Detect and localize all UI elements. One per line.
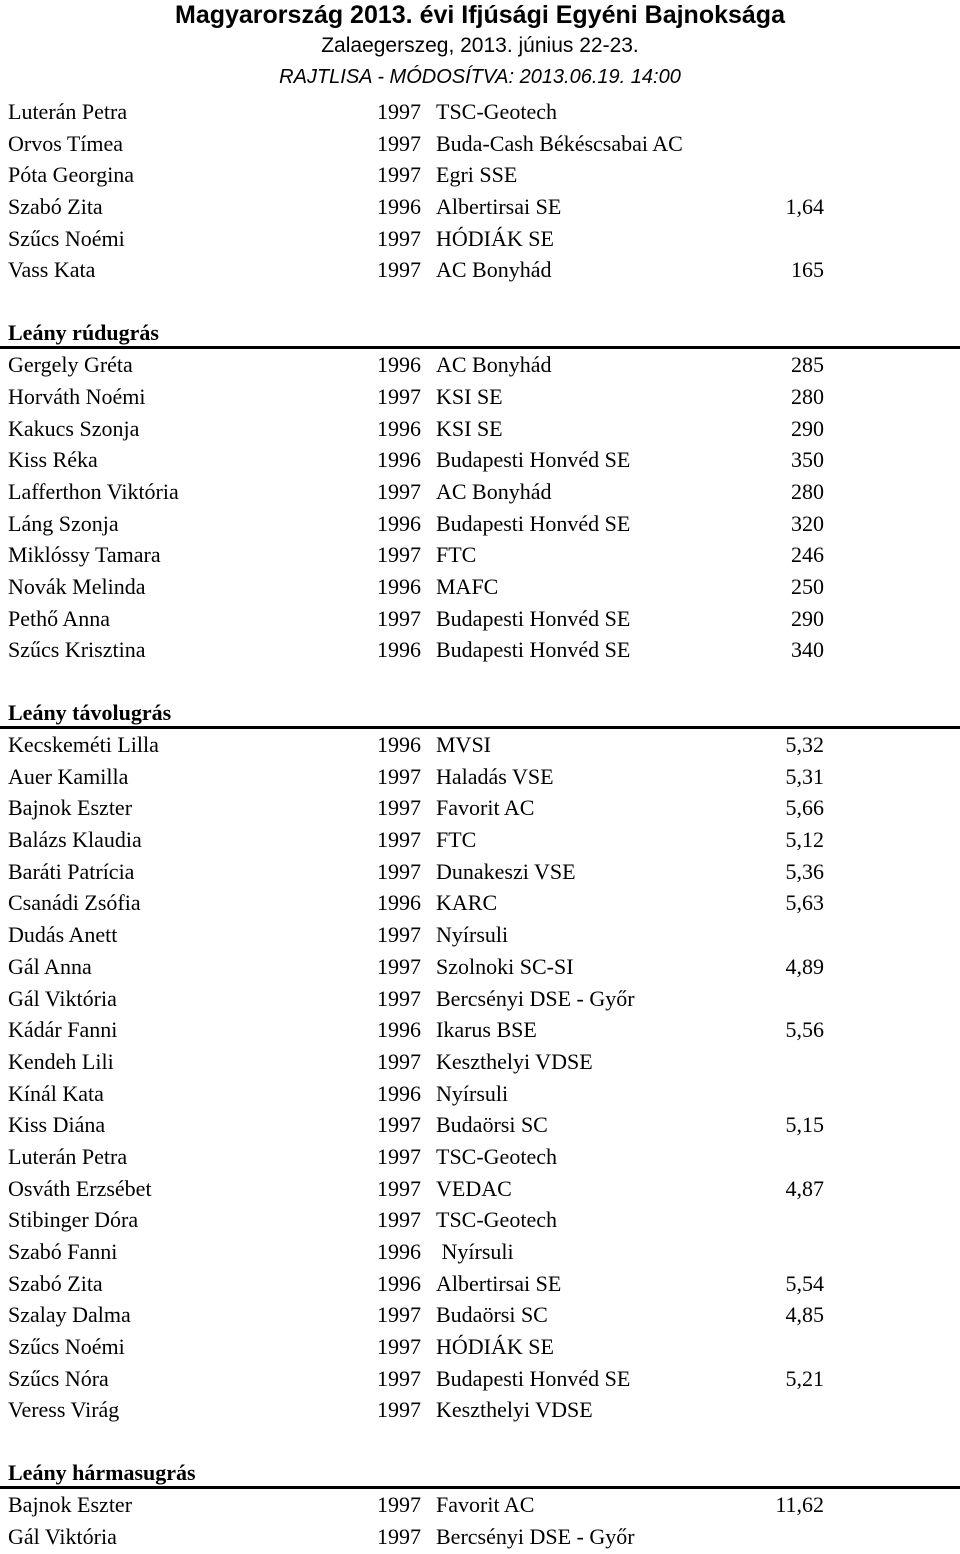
section-title: Leány távolugrás xyxy=(8,700,172,725)
club-name: Nyírsuli xyxy=(436,1239,514,1264)
club-name: VEDAC xyxy=(436,1175,512,1201)
club-name: Budapesti Honvéd SE xyxy=(436,510,631,536)
result-value: 5,15 xyxy=(785,1112,824,1138)
athlete-row xyxy=(0,128,960,160)
athlete-name: Vass Kata xyxy=(8,257,96,283)
result-value: 5,63 xyxy=(785,890,824,916)
club-name: KSI SE xyxy=(436,415,503,441)
athlete-row xyxy=(0,476,960,508)
birth-year: 1997 xyxy=(377,542,421,568)
athlete-row xyxy=(0,191,960,223)
birth-year: 1997 xyxy=(377,1365,421,1391)
athlete-name: Szabó Fanni xyxy=(8,1239,118,1264)
athlete-name: Szalay Dalma xyxy=(8,1302,131,1328)
start-list xyxy=(0,96,960,1553)
birth-year: 1997 xyxy=(377,383,421,409)
birth-year: 1997 xyxy=(377,1048,421,1074)
athlete-row xyxy=(0,254,960,286)
athlete-name: Kiss Réka xyxy=(8,447,98,473)
revision-note: RAJTLISA - MÓDOSÍTVA: 2013.06.19. 14:00 xyxy=(279,66,681,88)
result-value: 290 xyxy=(791,605,824,631)
result-value: 5,12 xyxy=(785,827,824,853)
birth-year: 1996 xyxy=(377,1080,421,1106)
athlete-name: Szabó Zita xyxy=(8,194,103,220)
club-name: Favorit AC xyxy=(436,1492,535,1518)
birth-year: 1997 xyxy=(377,1492,421,1518)
club-name: Budapesti Honvéd SE xyxy=(436,1365,631,1391)
result-value: 5,56 xyxy=(785,1017,824,1043)
result-value: 165 xyxy=(791,257,824,283)
birth-year: 1996 xyxy=(377,415,421,441)
athlete-name: Gergely Gréta xyxy=(8,352,133,378)
athlete-row xyxy=(0,539,960,571)
athlete-name: Kínál Kata xyxy=(8,1080,104,1106)
club-name: Budapesti Honvéd SE xyxy=(436,447,631,473)
club-name: Nyírsuli xyxy=(436,1080,509,1106)
birth-year: 1997 xyxy=(377,1397,421,1423)
birth-year: 1996 xyxy=(377,1270,421,1296)
birth-year: 1996 xyxy=(377,573,421,599)
athlete-name: Dudás Anett xyxy=(8,922,118,948)
athlete-row xyxy=(0,1268,960,1300)
result-value: 285 xyxy=(791,352,824,378)
birth-year: 1997 xyxy=(377,795,421,821)
birth-year: 1996 xyxy=(377,447,421,473)
birth-year: 1997 xyxy=(377,763,421,789)
result-value: 4,85 xyxy=(785,1302,824,1328)
club-name: Bercsényi DSE - Győr xyxy=(436,1523,635,1549)
club-name: KSI SE xyxy=(436,383,503,409)
section-heading xyxy=(0,318,960,349)
athlete-name: Gál Viktória xyxy=(8,1523,117,1549)
athlete-name: Stibinger Dóra xyxy=(8,1207,139,1233)
club-name: Nyírsuli xyxy=(436,922,509,948)
athlete-row xyxy=(0,1489,960,1521)
section-title: Leány hármasugrás xyxy=(8,1460,196,1486)
athlete-name: Szűcs Noémi xyxy=(8,225,125,251)
result-value: 280 xyxy=(791,478,824,504)
athlete-row xyxy=(0,1046,960,1078)
athlete-row xyxy=(0,887,960,919)
club-name: Ikarus BSE xyxy=(436,1017,537,1043)
athlete-name: Osváth Erzsébet xyxy=(8,1175,152,1201)
club-name: AC Bonyhád xyxy=(436,352,552,378)
birth-year: 1996 xyxy=(377,1017,421,1043)
athlete-name: Póta Georgina xyxy=(8,162,135,188)
athlete-name: Gál Viktória xyxy=(8,985,117,1011)
athlete-row xyxy=(0,919,960,951)
athlete-row xyxy=(0,96,960,128)
result-value: 11,62 xyxy=(775,1492,824,1518)
athlete-name: Kiss Diána xyxy=(8,1112,106,1138)
birth-year: 1996 xyxy=(377,1239,421,1264)
club-name: Favorit AC xyxy=(436,795,535,821)
club-name: MAFC xyxy=(436,573,499,599)
club-name: TSC-Geotech xyxy=(436,1207,557,1233)
athlete-name: Pethő Anna xyxy=(8,605,111,631)
athlete-row xyxy=(0,1204,960,1236)
club-name: Budapesti Honvéd SE xyxy=(436,637,631,663)
athlete-name: Csanádi Zsófia xyxy=(8,890,141,916)
birth-year: 1997 xyxy=(377,985,421,1011)
athlete-row xyxy=(0,1236,960,1268)
athlete-row xyxy=(0,159,960,191)
club-name: Dunakeszi VSE xyxy=(436,858,576,884)
result-value: 246 xyxy=(791,542,824,568)
athlete-name: Szűcs Noémi xyxy=(8,1334,125,1360)
athlete-row xyxy=(0,824,960,856)
birth-year: 1996 xyxy=(377,194,421,220)
athlete-row xyxy=(0,1014,960,1046)
athlete-row xyxy=(0,1141,960,1173)
section-spacer xyxy=(0,666,960,698)
result-value: 1,64 xyxy=(785,194,824,220)
athlete-name: Veress Virág xyxy=(8,1397,120,1423)
birth-year: 1997 xyxy=(377,1207,421,1233)
club-name: Keszthelyi VDSE xyxy=(436,1048,593,1074)
athlete-row xyxy=(0,444,960,476)
athlete-row xyxy=(0,729,960,761)
birth-year: 1997 xyxy=(377,1334,421,1360)
athlete-name: Luterán Petra xyxy=(8,1143,128,1169)
athlete-name: Szabó Zita xyxy=(8,1270,103,1296)
club-name: FTC xyxy=(436,542,477,568)
birth-year: 1997 xyxy=(377,478,421,504)
birth-year: 1997 xyxy=(377,162,421,188)
birth-year: 1997 xyxy=(377,130,421,156)
club-name: TSC-Geotech xyxy=(436,1143,557,1169)
result-value: 350 xyxy=(791,447,824,473)
athlete-name: Orvos Tímea xyxy=(8,130,124,156)
athlete-name: Balázs Klaudia xyxy=(8,827,142,853)
athlete-name: Baráti Patrícia xyxy=(8,858,135,884)
club-name: KARC xyxy=(436,890,498,916)
athlete-row xyxy=(0,761,960,793)
club-name: HÓDIÁK SE xyxy=(436,1334,554,1360)
result-value: 290 xyxy=(791,415,824,441)
birth-year: 1997 xyxy=(377,827,421,853)
athlete-name: Gál Anna xyxy=(8,953,92,979)
athlete-row xyxy=(0,1109,960,1141)
athlete-name: Luterán Petra xyxy=(8,99,128,124)
club-name: Budapesti Honvéd SE xyxy=(436,605,631,631)
result-value: 250 xyxy=(791,573,824,599)
club-name: AC Bonyhád xyxy=(436,257,552,283)
birth-year: 1997 xyxy=(377,922,421,948)
birth-year: 1996 xyxy=(377,732,421,757)
birth-year: 1997 xyxy=(377,257,421,283)
birth-year: 1997 xyxy=(377,1143,421,1169)
athlete-row xyxy=(0,1521,960,1553)
section-spacer xyxy=(0,1426,960,1458)
athlete-row xyxy=(0,634,960,666)
club-name: HÓDIÁK SE xyxy=(436,225,554,251)
athlete-row xyxy=(0,223,960,255)
athlete-name: Kádár Fanni xyxy=(8,1017,118,1043)
athlete-name: Novák Melinda xyxy=(8,573,146,599)
club-name: Buda-Cash Békéscsabai AC xyxy=(436,130,683,156)
result-value: 320 xyxy=(791,510,824,536)
athlete-row xyxy=(0,983,960,1015)
birth-year: 1996 xyxy=(377,510,421,536)
athlete-name: Bajnok Eszter xyxy=(8,1492,133,1518)
result-value: 5,21 xyxy=(785,1365,824,1391)
birth-year: 1996 xyxy=(377,890,421,916)
athlete-row xyxy=(0,1173,960,1205)
athlete-row xyxy=(0,951,960,983)
result-value: 4,89 xyxy=(785,953,824,979)
birth-year: 1997 xyxy=(377,953,421,979)
result-value: 5,66 xyxy=(785,795,824,821)
athlete-name: Bajnok Eszter xyxy=(8,795,133,821)
athlete-name: Kakucs Szonja xyxy=(8,415,140,441)
document-title: Magyarország 2013. évi Ifjúsági Egyéni Bajnoksága xyxy=(175,1,785,29)
athlete-name: Miklóssy Tamara xyxy=(8,542,161,568)
club-name: Budaörsi SC xyxy=(436,1112,548,1138)
athlete-name: Szűcs Nóra xyxy=(8,1365,109,1391)
athlete-row xyxy=(0,1363,960,1395)
birth-year: 1997 xyxy=(377,1175,421,1201)
athlete-row xyxy=(0,792,960,824)
athlete-row xyxy=(0,381,960,413)
birth-year: 1997 xyxy=(377,605,421,631)
birth-year: 1997 xyxy=(377,1302,421,1328)
birth-year: 1997 xyxy=(377,225,421,251)
section-spacer xyxy=(0,286,960,318)
club-name: Bercsényi DSE - Győr xyxy=(436,985,635,1011)
athlete-row xyxy=(0,1078,960,1110)
birth-year: 1997 xyxy=(377,99,421,124)
athlete-name: Auer Kamilla xyxy=(8,763,129,789)
birth-year: 1996 xyxy=(377,352,421,378)
athlete-row xyxy=(0,1331,960,1363)
club-name: MVSI xyxy=(436,732,492,757)
club-name: AC Bonyhád xyxy=(436,478,552,504)
section-heading xyxy=(0,1458,960,1489)
club-name: Haladás VSE xyxy=(436,763,554,789)
birth-year: 1997 xyxy=(377,1112,421,1138)
athlete-name: Kecskeméti Lilla xyxy=(8,732,159,757)
athlete-row xyxy=(0,413,960,445)
result-value: 340 xyxy=(791,637,824,663)
birth-year: 1997 xyxy=(377,858,421,884)
athlete-name: Szűcs Krisztina xyxy=(8,637,146,663)
club-name: Egri SSE xyxy=(436,162,518,188)
club-name: Keszthelyi VDSE xyxy=(436,1397,593,1423)
result-value: 5,31 xyxy=(785,763,824,789)
club-name: Budaörsi SC xyxy=(436,1302,548,1328)
athlete-name: Láng Szonja xyxy=(8,510,119,536)
athlete-row xyxy=(0,349,960,381)
club-name: TSC-Geotech xyxy=(436,99,557,124)
club-name: Szolnoki SC-SI xyxy=(436,953,574,979)
result-value: 280 xyxy=(791,383,824,409)
result-value: 4,87 xyxy=(785,1175,824,1201)
athlete-name: Horváth Noémi xyxy=(8,383,146,409)
athlete-name: Lafferthon Viktória xyxy=(8,478,179,504)
club-name: Albertirsai SE xyxy=(436,194,562,220)
club-name: FTC xyxy=(436,827,477,853)
athlete-row xyxy=(0,1299,960,1331)
athlete-row xyxy=(0,508,960,540)
section-heading xyxy=(0,698,960,729)
result-value: 5,36 xyxy=(785,858,824,884)
athlete-row xyxy=(0,603,960,635)
athlete-row xyxy=(0,856,960,888)
result-value: 5,54 xyxy=(785,1270,824,1296)
birth-year: 1997 xyxy=(377,1523,421,1549)
athlete-name: Kendeh Lili xyxy=(8,1048,114,1074)
result-value: 5,32 xyxy=(785,732,824,757)
birth-year: 1996 xyxy=(377,637,421,663)
athlete-row xyxy=(0,1394,960,1426)
club-name: Albertirsai SE xyxy=(436,1270,562,1296)
section-title: Leány rúdugrás xyxy=(8,320,159,346)
athlete-row xyxy=(0,571,960,603)
event-location-date: Zalaegerszeg, 2013. június 22-23. xyxy=(321,34,639,57)
